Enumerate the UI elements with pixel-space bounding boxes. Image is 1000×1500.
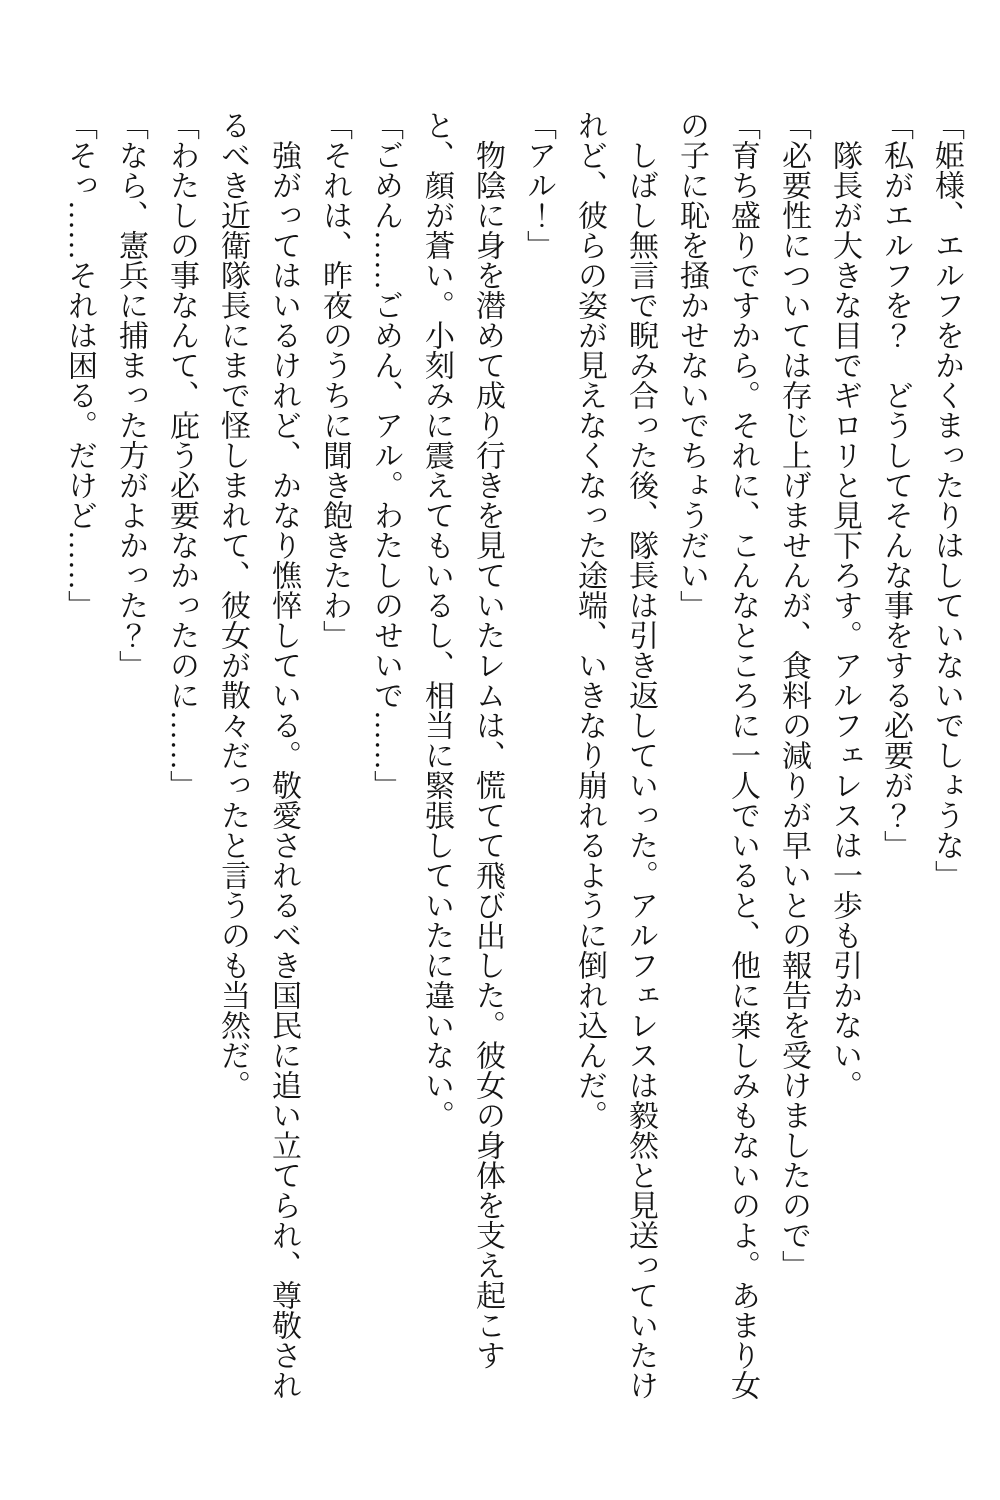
paragraph-dialogue-6: 「ごめん……ごめん、アル。わたしのせいで……」	[369, 110, 402, 800]
paragraph-dialogue-3: 「必要性については存じ上げませんが、食料の減りが早いとの報告を受けましたので」	[777, 110, 810, 1280]
paragraph-dialogue-9: 「なら、憲兵に捕まった方がよかった？」	[114, 110, 147, 680]
paragraph-dialogue-4: 「育ち盛りですから。それに、こんなところに一人でいると、他に楽しみもないのよ。あまり女の子に恥を掻かせないでちょうだい」	[675, 110, 759, 1400]
paragraph-narrative-2: しばし無言で睨み合った後、隊長は引き返していった。アルフェレスは毅然と見送っていたけれど、彼らの姿が見えなくなった途端、いきなり崩れるように倒れ込んだ。	[573, 110, 657, 1400]
paragraph-dialogue-8: 「わたしの事なんて、庇う必要なかったのに……」	[165, 110, 198, 800]
paragraph-dialogue-10: 「そっ……それは困る。だけど……」	[63, 110, 96, 620]
paragraph-narrative-1: 隊長が大きな目でギロリと見下ろす。アルフェレスは一歩も引かない。	[828, 140, 861, 1100]
paragraph-narrative-3: 物陰に身を潜めて成り行きを見ていたレムは、慌てて飛び出した。彼女の身体を支え起こすと、顔が蒼い。小刻みに震えてもいるし、相当に緊張していたに違いない。	[420, 110, 504, 1370]
vertical-text-block	[54, 110, 972, 1410]
paragraph-dialogue-1: 「姫様、エルフをかくまったりはしていないでしょうな」	[930, 110, 963, 890]
paragraph-narrative-4: 強がってはいるけれど、かなり憔悴している。敬愛されるべき国民に追い立てられ、尊敬されるべき近衛隊長にまで怪しまれて、彼女が散々だったと言うのも当然だ。	[216, 110, 300, 1400]
paragraph-dialogue-7: 「それは、昨夜のうちに聞き飽きたわ」	[318, 110, 351, 650]
paragraph-dialogue-5: 「アル！」	[522, 110, 555, 260]
paragraph-dialogue-2: 「私がエルフを？ どうしてそんな事をする必要が？」	[879, 110, 912, 860]
